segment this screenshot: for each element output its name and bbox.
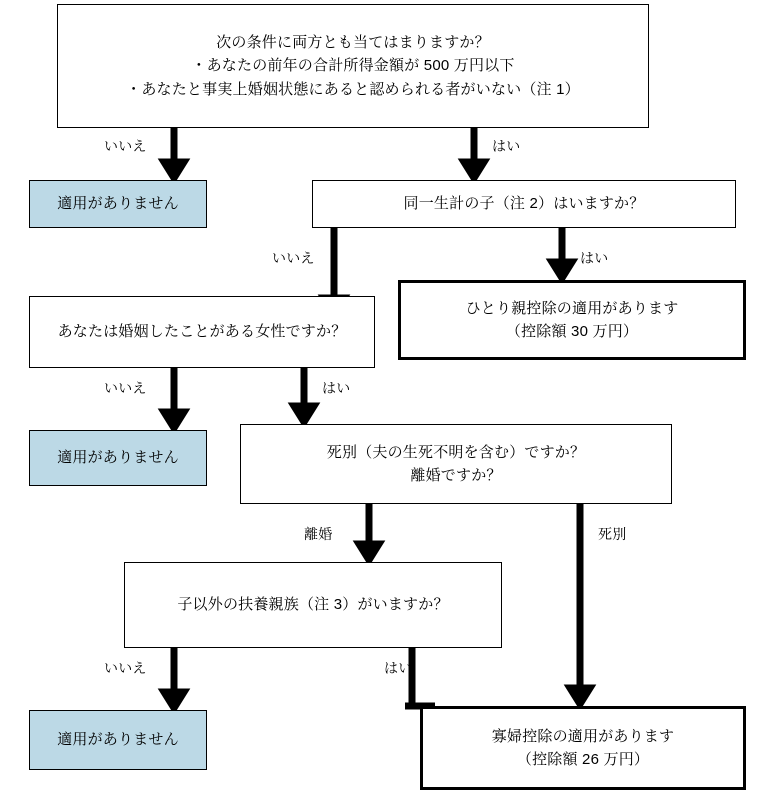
node-result-no-deduction-1 (29, 180, 207, 228)
node-q4-line-1: 死別（夫の生死不明を含む）ですか？ (326, 443, 586, 461)
node-q1-line-2: ・あなたの前年の合計所得金額が 500 万円以下 (191, 57, 515, 75)
edge-label-q1-yes: はい (492, 138, 521, 154)
node-r2-line-2: （控除額 30 万円） (505, 323, 639, 340)
edge-label-q1-no: いいえ (104, 138, 147, 154)
arrow-q3-to-no-deduction (160, 368, 190, 430)
node-result-no-deduction-2 (29, 430, 207, 486)
node-question-other-dependents (124, 562, 502, 648)
node-r5-line-1: 寡婦控除の適用があります (491, 727, 675, 745)
arrow-q1-to-q2 (460, 128, 490, 180)
arrow-q4-to-kafu (566, 504, 596, 706)
node-r3-line-1: 適用がありません (57, 449, 179, 467)
edge-label-q4-divorce: 離婚 (304, 526, 333, 542)
node-question-same-household-child (312, 180, 736, 228)
node-q4-line-2: 離婚ですか？ (410, 467, 502, 484)
node-r1-line-1: 適用がありません (57, 195, 179, 213)
node-result-no-deduction-3 (29, 710, 207, 770)
node-r4-line-1: 適用がありません (57, 731, 179, 749)
edge-label-q5-yes: はい (384, 660, 413, 676)
arrow-q5-to-no-deduction (160, 648, 190, 710)
node-r5-line-2: （控除額 26 万円） (516, 751, 650, 768)
node-question-income-and-marital (57, 4, 649, 128)
node-question-ever-married-woman (29, 296, 375, 368)
node-q2-line-1: 同一生計の子（注 2）はいますか？ (403, 195, 645, 213)
node-q3-line-1: あなたは婚姻したことがある女性ですか？ (57, 323, 347, 341)
edge-label-q2-no: いいえ (272, 250, 315, 266)
edge-label-q4-bereavement: 死別 (598, 526, 627, 542)
arrow-q1-to-no-deduction (160, 128, 190, 180)
node-q5-line-1: 子以外の扶養親族（注 3）がいますか？ (177, 596, 449, 614)
edge-label-q5-no: いいえ (104, 660, 147, 676)
node-q1-line-3: ・あなたと事実上婚姻状態にあると認められる者がいない（注 1） (126, 80, 580, 98)
edge-label-q3-no: いいえ (104, 380, 147, 396)
edge-label-q2-yes: はい (580, 250, 609, 266)
node-result-single-parent-deduction (398, 280, 746, 360)
node-q1-line-1: 次の条件に両方とも当てはまりますか？ (216, 34, 490, 52)
arrow-q4-to-q5 (355, 504, 385, 562)
node-question-bereavement-or-divorce (240, 424, 672, 504)
arrow-q3-to-q4 (290, 368, 320, 424)
edge-label-q3-yes: はい (322, 380, 351, 396)
arrow-q2-to-hitorioya (548, 228, 578, 280)
node-r2-line-1: ひとり親控除の適用があります (465, 299, 679, 317)
node-result-widow-deduction (420, 706, 746, 790)
